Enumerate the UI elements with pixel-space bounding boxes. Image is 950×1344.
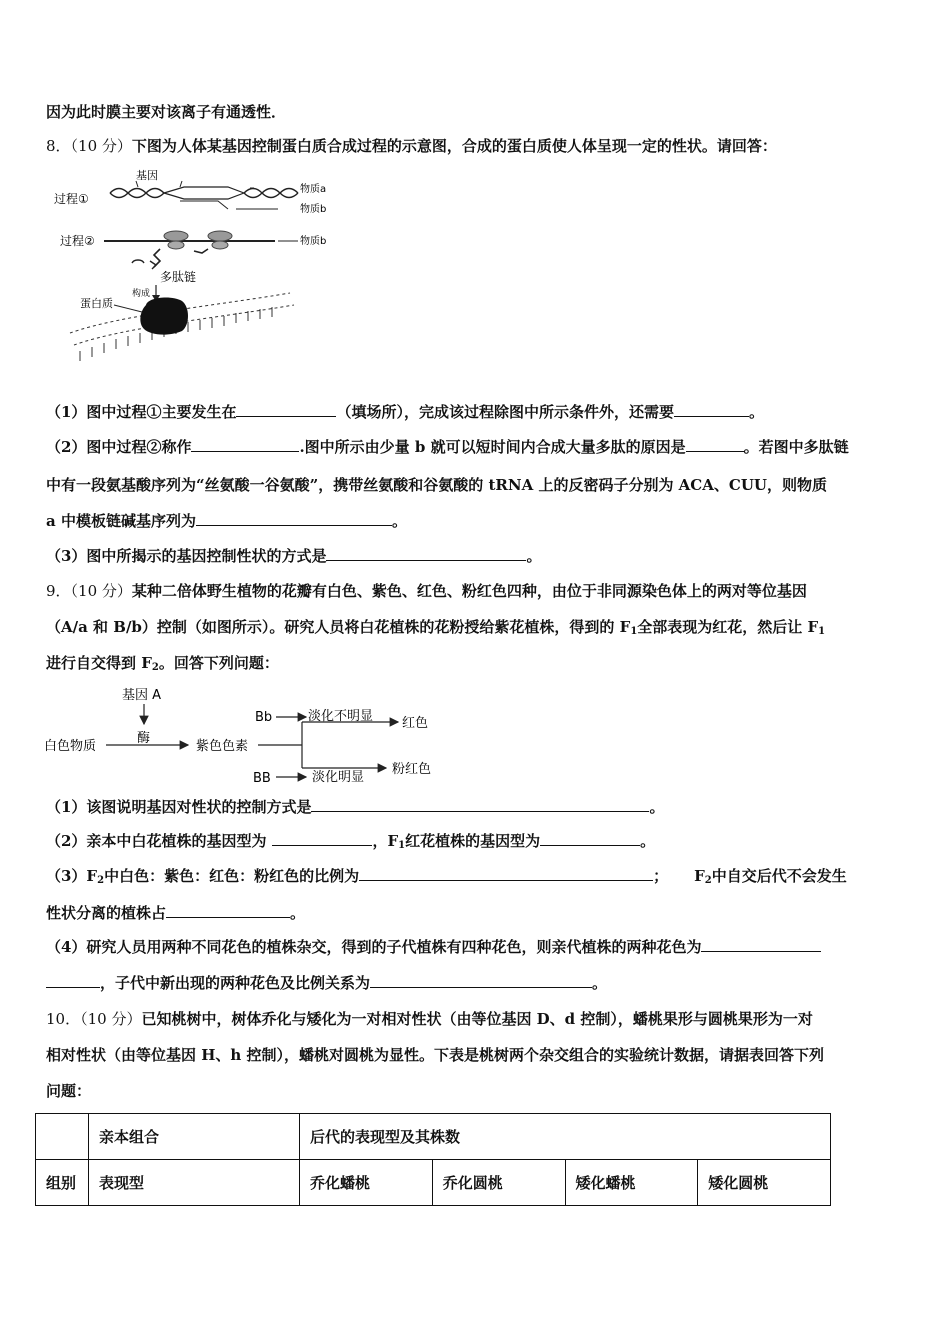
answer-blank[interactable] (46, 973, 100, 988)
table-row (36, 1160, 831, 1206)
table-cell-empty (36, 1114, 89, 1160)
ribosome-2-large (208, 231, 232, 241)
q9-sub3: $(3)F_2$中白色：紫色：红色：粉红色的比例为 ； $F_2$中自交后代不会发生 (46, 867, 847, 886)
table-cell-tall-round: 乔化圆桃 (432, 1160, 565, 1206)
label-pink: 粉红色 (392, 762, 432, 777)
q9-sub3-line2: 性状分离的植株占 。 (46, 904, 306, 922)
label-dilute-strong: 淡化明显 (312, 770, 365, 785)
q8-sub1: （1）图中过程①主要发生在 （填场所），完成该过程除图中所示条件外，还需要 。 (46, 403, 764, 421)
answer-blank[interactable] (166, 903, 290, 918)
answer-blank[interactable] (311, 797, 649, 812)
dna-left-strand-2 (110, 189, 164, 198)
label-process2: 过程② (60, 234, 95, 248)
label-compose: 构成 (132, 289, 151, 299)
q8-sub2-line2: 中有一段氨基酸序列为“丝氨酸一谷氨酸”，携带丝氨酸和谷氨酸的 tRNA 上的反密码子分别为 ACA、CUU，则物质 (46, 476, 827, 494)
label-gene: 基因 (136, 169, 158, 182)
q10-stem-line2: 相对性状（由等位基因 H、h 控制），蟠桃对圆桃为显性。下表是桃树两个杂交组合的实验统计数据，请据表回答下列 (46, 1046, 825, 1064)
q9-sub2: （2）亲本中白花植株的基因型为 ，$F_1$红花植株的基因型为 。 (46, 832, 656, 851)
membrane-protein (140, 298, 188, 335)
label-substance-a: 物质a (300, 184, 327, 195)
q8-figure (50, 165, 350, 365)
label-white-substance: 白色物质 (44, 739, 97, 754)
answer-blank[interactable] (686, 437, 744, 452)
q9-stem-line1: 9．（10 分）某种二倍体野生植物的花瓣有白色、紫色、红色、粉红色四种，由位于非同源染色体上的两对等位基因 (46, 582, 807, 600)
q9-sub4-line2: ，子代中新出现的两种花色及比例关系为 。 (46, 972, 607, 994)
answer-blank[interactable] (196, 511, 392, 526)
answer-blank[interactable] (701, 937, 821, 952)
q8-sub2: （2）图中过程②称作 .图中所示由少量 b 就可以短时间内合成大量多肽的原因是 。若图中多肽链 (46, 438, 849, 456)
dna-left-strand-1 (110, 189, 164, 198)
table-row (36, 1114, 831, 1160)
q10-data-table (35, 1113, 831, 1206)
answer-blank[interactable] (191, 437, 299, 452)
answer-blank[interactable] (359, 866, 653, 881)
ribosome-1-large (164, 231, 188, 241)
dna-right-strand-1 (244, 189, 298, 198)
table-cell-phenotype: 表现型 (89, 1160, 300, 1206)
q9-stem-line3: 进行自交得到 $F_2$。回答下列问题： (46, 654, 279, 673)
label-dilute-weak: 淡化不明显 (308, 709, 374, 724)
label-purple-pigment: 紫色色素 (196, 739, 249, 754)
label-substance-b1: 物质b (300, 204, 327, 215)
q8-stem: 8．（10 分）下图为人体某基因控制蛋白质合成过程的示意图，合成的蛋白质使人体呈现一定的性状。请回答： (46, 137, 777, 155)
table-cell-tall-flat: 乔化蟠桃 (300, 1160, 433, 1206)
table-header-offspring: 后代的表现型及其株数 (300, 1114, 831, 1160)
answer-blank[interactable] (326, 546, 526, 561)
answer-blank[interactable] (674, 402, 749, 417)
ribosome-2-small (212, 241, 228, 249)
answer-blank[interactable] (236, 402, 336, 417)
q10-stem-line1: 10．（10 分）已知桃树中，树体乔化与矮化为一对相对性状（由等位基因 D、d 控制），蟠桃果形与圆桃果形为一对 (46, 1010, 813, 1028)
table-cell-dwarf-round: 矮化圆桃 (698, 1160, 831, 1206)
ribosome-1-small (168, 241, 184, 249)
q8-sub3: （3）图中所揭示的基因控制性状的方式是 。 (46, 547, 542, 565)
label-Bb: Bb (255, 710, 273, 725)
q9-pathway-figure (40, 682, 460, 792)
mrna-strand (180, 201, 228, 209)
label-protein: 蛋白质 (80, 297, 113, 310)
label-polypeptide: 多肽链 (160, 270, 197, 284)
q9-sub1: （1）该图说明基因对性状的控制方式是 。 (46, 798, 665, 816)
answer-blank[interactable] (272, 831, 372, 846)
label-BB: BB (253, 771, 271, 786)
q9-sub4: （4）研究人员用两种不同花色的植株杂交，得到的子代植株有四种花色，则亲代植株的两种花色为 (46, 936, 821, 958)
table-header-parent-combo: 亲本组合 (89, 1114, 300, 1160)
answer-blank[interactable] (370, 973, 592, 988)
lead-line: 因为此时膜主要对该离子有通透性． (46, 103, 287, 121)
table-cell-group: 组别 (36, 1160, 89, 1206)
answer-blank[interactable] (540, 831, 640, 846)
q8-sub2-line3: a 中模板链碱基序列为 。 (46, 512, 407, 530)
table-cell-dwarf-flat: 矮化蟠桃 (565, 1160, 698, 1206)
label-gene-a: 基因 A (122, 688, 162, 703)
label-substance-b2: 物质b (300, 236, 327, 247)
dna-right-strand-2 (244, 189, 298, 198)
label-enzyme: 酶 (137, 731, 151, 746)
q10-stem-line3: 问题： (46, 1082, 92, 1100)
label-process1: 过程① (54, 192, 89, 206)
label-red: 红色 (402, 716, 429, 731)
q9-stem-line2: （A/a 和 B/b）控制（如图所示）。研究人员将白花植株的花粉授给紫花植株，得到的 $F_1$全部表现为红花，然后让 $F_1$ (46, 618, 826, 637)
